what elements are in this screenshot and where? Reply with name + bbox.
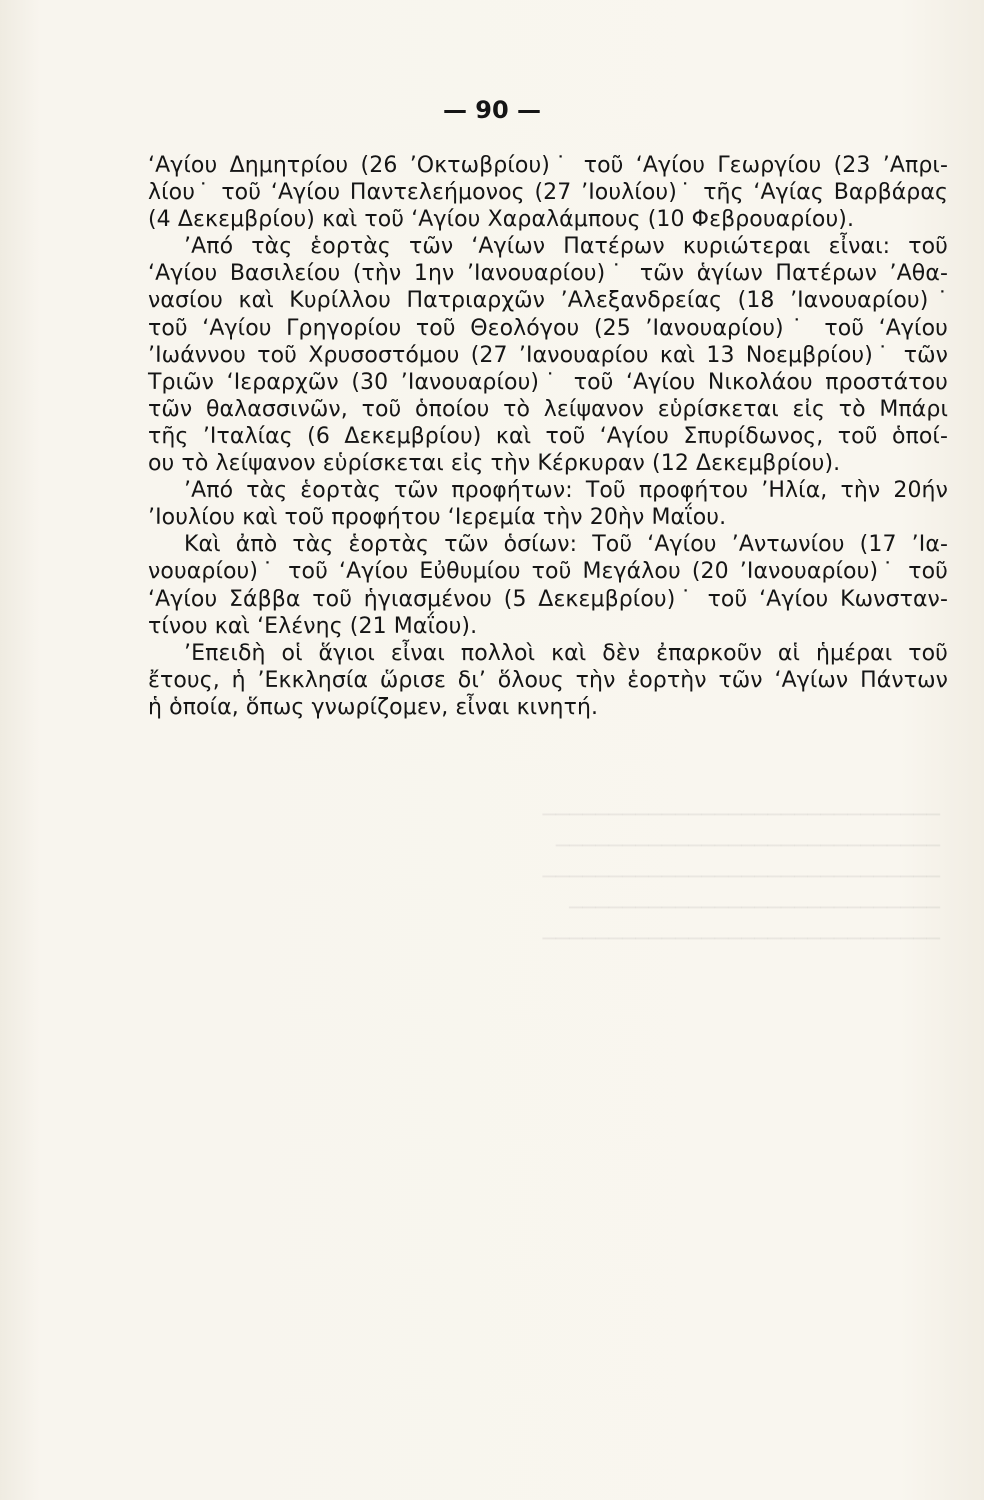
- text-line: τίνου καὶ ‘Ελένης (21 Μαΐου).: [148, 613, 478, 639]
- paragraph-all-saints: [148, 640, 948, 721]
- text-line: ἡ ὁποία, ὅπως γνωρίζομεν, εἶναι κινητή.: [148, 694, 599, 720]
- text-line: ’Επειδὴ οἱ ἅγιοι εἶναι πολλοὶ καὶ δὲν ἐπαρκοῦν αἱ ἡμέραι τοῦ: [184, 640, 948, 666]
- text-line: ‘Αγίου Βασιλείου (τὴν 1ην ’Ιανουαρίου)˙ τῶν ἁγίων Πατέρων ’Αθα-: [148, 261, 948, 287]
- body-text: [148, 152, 948, 721]
- paragraph-prophets: [148, 477, 948, 531]
- paragraph-martyrs: [148, 152, 948, 233]
- text-line: ’Ιωάννου τοῦ Χρυσοστόμου (27 ’Ιανουαρίου καὶ 13 Νοεμβρίου)˙ τῶν: [148, 342, 948, 368]
- page-number: — 90 —: [442, 96, 542, 124]
- text-line: ου τὸ λείψανον εὑρίσκεται εἰς τὴν Κέρκυραν (12 Δεκεμβρίου).: [148, 451, 841, 477]
- paragraph-church-fathers: [148, 233, 948, 477]
- text-line: Τριῶν ‘Ιεραρχῶν (30 ’Ιανουαρίου)˙ τοῦ ‘Αγίου Νικολάου προστάτου: [148, 369, 948, 395]
- bleed-through-text: ────────────────────────────── ───────────────────────────── ────────────────────────────── ──────────────────────────── ──────────────────────────────: [542, 803, 940, 952]
- text-line: ’Από τὰς ἑορτὰς τῶν ‘Αγίων Πατέρων κυριώτεραι εἶναι: τοῦ: [184, 234, 948, 260]
- text-line: λίου˙ τοῦ ‘Αγίου Παντελεήμονος (27 ’Ιουλίου)˙ τῆς ‘Αγίας Βαρβάρας: [148, 180, 948, 206]
- text-line: τοῦ ‘Αγίου Γρηγορίου τοῦ Θεολόγου (25 ’Ιανουαρίου)˙ τοῦ ‘Αγίου: [148, 315, 948, 341]
- text-line: νουαρίου)˙ τοῦ ‘Αγίου Εὐθυμίου τοῦ Μεγάλου (20 ’Ιανουαρίου)˙ τοῦ: [148, 559, 948, 585]
- text-line: ’Από τὰς ἑορτὰς τῶν προφήτων: Τοῦ προφήτου ’Ηλία, τὴν 20ήν: [184, 478, 948, 504]
- text-line: Καὶ ἀπὸ τὰς ἑορτὰς τῶν ὁσίων: Τοῦ ‘Αγίου ’Αντωνίου (17 ’Ια-: [184, 532, 948, 558]
- text-line: ‘Αγίου Δημητρίου (26 ’Οκτωβρίου)˙ τοῦ ‘Αγίου Γεωργίου (23 ’Απρι-: [148, 153, 948, 178]
- text-line: ἔτους, ἡ ’Εκκλησία ὥρισε δι’ ὅλους τὴν ἑορτὴν τῶν ‘Αγίων Πάντων: [148, 667, 948, 693]
- text-line: τῆς ’Ιταλίας (6 Δεκεμβρίου) καὶ τοῦ ‘Αγίου Σπυρίδωνος, τοῦ ὁποί-: [148, 423, 948, 449]
- text-line: ’Ιουλίου καὶ τοῦ προφήτου ‘Ιερεμία τὴν 20ὴν Μαΐου.: [148, 505, 727, 531]
- text-line: ‘Αγίου Σάββα τοῦ ἡγιασμένου (5 Δεκεμβρίου)˙ τοῦ ‘Αγίου Κωνσταν-: [148, 586, 948, 612]
- text-line: νασίου καὶ Κυρίλλου Πατριαρχῶν ’Αλεξανδρείας (18 ’Ιανουαρίου)˙: [148, 288, 948, 314]
- text-line: (4 Δεκεμβρίου) καὶ τοῦ ‘Αγίου Χαραλάμπους (10 Φεβρουαρίου).: [148, 207, 855, 233]
- text-line: τῶν θαλασσινῶν, τοῦ ὁποίου τὸ λείψανον εὑρίσκεται εἰς τὸ Μπάρι: [148, 396, 948, 422]
- paragraph-venerable-saints: [148, 531, 948, 639]
